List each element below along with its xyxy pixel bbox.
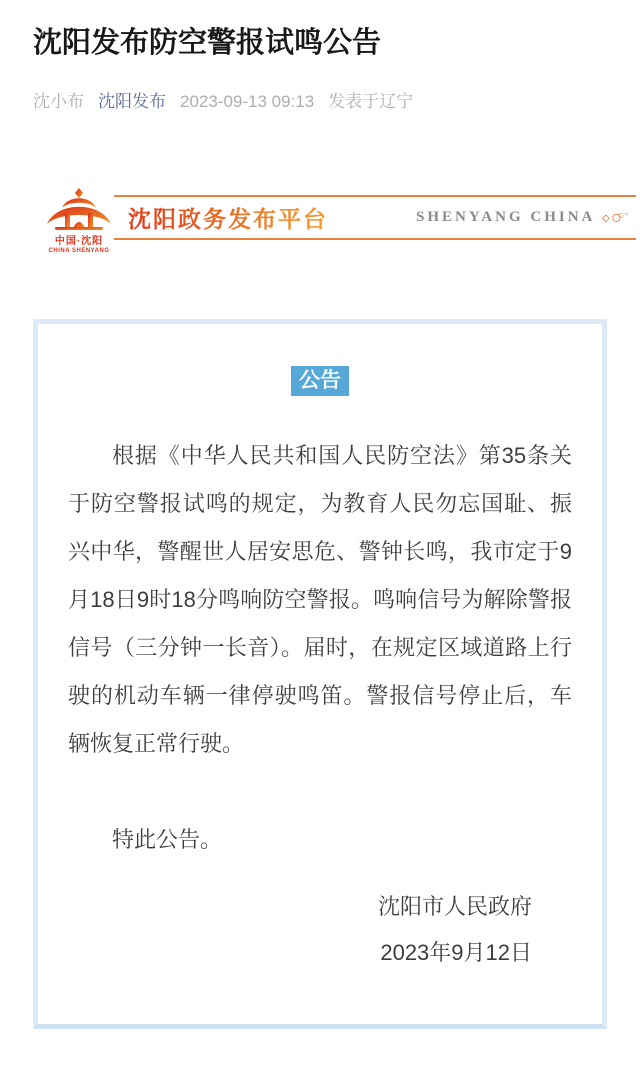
- publish-location: 发表于辽宁: [328, 92, 414, 111]
- account-link[interactable]: 沈阳发布: [98, 92, 166, 111]
- pagoda-gate-icon: [46, 187, 112, 231]
- notice-badge: 公告: [291, 366, 349, 396]
- logo-cn-label: 中国·沈阳: [54, 236, 104, 247]
- publish-time: 2023-09-13 09:13: [180, 92, 315, 111]
- page-title: 沈阳发布防空警报试鸣公告: [33, 27, 382, 59]
- platform-name-en: SHENYANG CHINA: [416, 209, 596, 225]
- notice-box: [33, 319, 607, 1029]
- notice-signature: [68, 884, 532, 976]
- banner-band: [102, 195, 636, 240]
- platform-name: 沈阳政务发布平台: [128, 201, 328, 234]
- city-logo: [44, 187, 114, 255]
- notice-paragraph: 根据《中华人民共和国人民防空法》第35条关于防空警报试鸣的规定，为教育人民勿忘国耻、振兴中华，警醒世人居安思危、警钟长鸣，我市定于9月18日9时18分鸣响防空警报。鸣响信号为解除警报信号（三分钟一长音）。届时，在规定区域道路上行驶的机动车辆一律停驶鸣笛。警报信号停止后，车辆恢复正常行驶。: [68, 443, 572, 756]
- signature-org: 沈阳市人民政府: [377, 894, 532, 919]
- byline: [33, 90, 607, 114]
- banner-decoration-shapes-icon: [595, 195, 632, 240]
- signature-date: 2023年9月12日: [380, 940, 532, 965]
- author-name: 沈小布: [33, 92, 84, 111]
- platform-banner: [0, 187, 640, 254]
- logo-en-label: CHINA SHENYANG: [48, 248, 110, 254]
- notice-badge-row: [68, 366, 572, 396]
- notice-closing: 特此公告。: [112, 827, 223, 852]
